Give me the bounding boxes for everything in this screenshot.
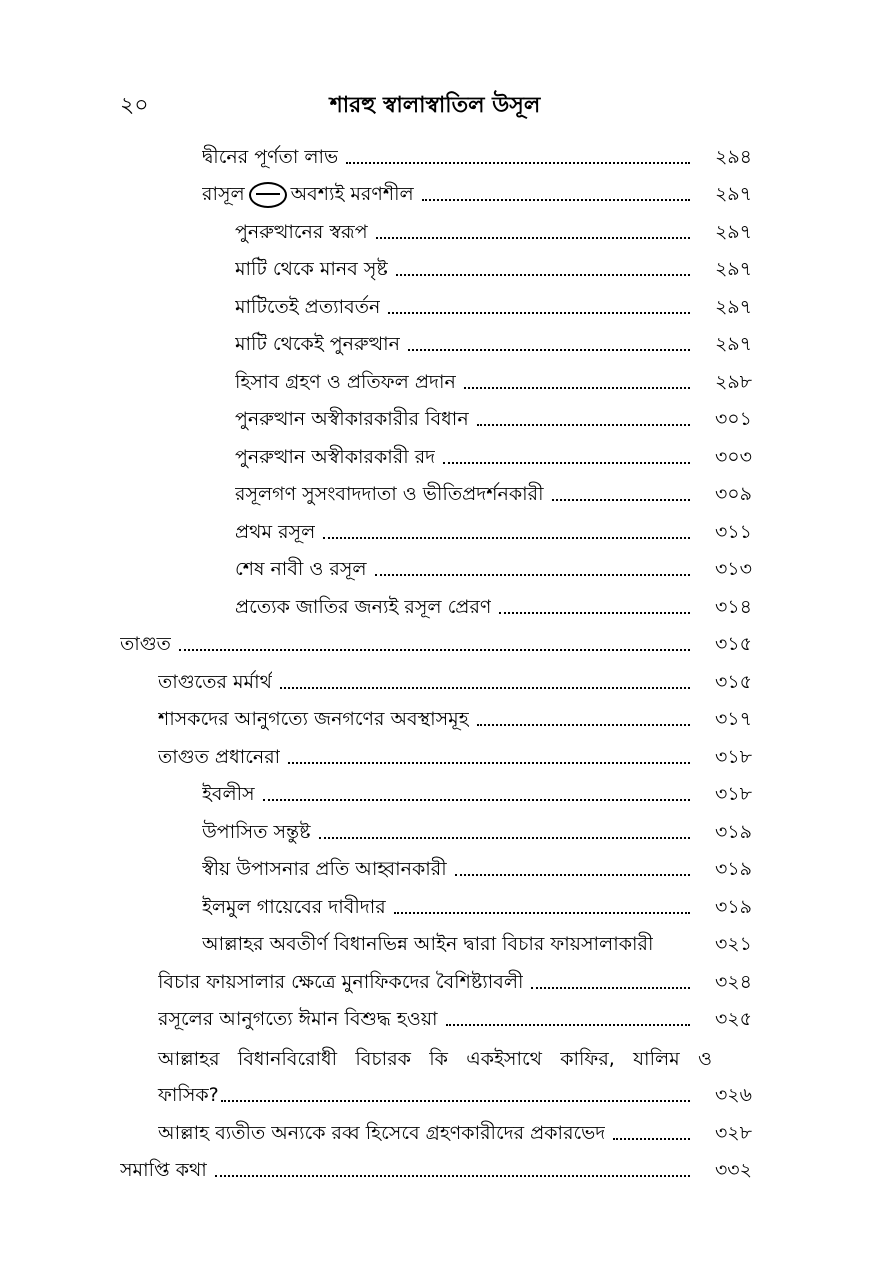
- toc-entry-multiline: [120, 1040, 752, 1116]
- toc-entry: [120, 515, 752, 553]
- toc-entry-title: প্রথম রসূল: [235, 520, 316, 543]
- toc-entry-page: ৩৩২: [714, 1159, 752, 1182]
- toc-entry: [120, 478, 752, 516]
- toc-entry: [120, 628, 752, 666]
- toc-entry: [120, 890, 752, 928]
- dot-leader: [375, 574, 690, 576]
- toc-entry-title: আল্লাহর অবতীর্ণ বিধানভিন্ন আইন দ্বারা বিচার ফায়সালাকারী: [202, 933, 654, 956]
- toc-entry: [120, 965, 752, 1003]
- toc-entry-title: তাগুত: [120, 633, 171, 656]
- dot-leader: [179, 649, 690, 651]
- toc-entry-title: ইলমুল গায়েবের দাবীদার: [202, 895, 386, 918]
- toc-entry: [120, 1154, 752, 1192]
- toc-entry-title: সমাপ্তি কথা: [120, 1159, 207, 1182]
- toc-entry-page: ৩১১: [714, 520, 752, 543]
- running-title: শারহু স্বালাস্বাতিল উসূল: [329, 93, 541, 118]
- toc-entry: [120, 253, 752, 291]
- toc-entry-page: ৩২৮: [714, 1121, 752, 1144]
- toc-entry-page: ৩১৯: [714, 895, 752, 918]
- dot-leader: [323, 537, 690, 539]
- dot-leader: [446, 1024, 690, 1026]
- toc-entry-page: ৩১৮: [714, 745, 752, 768]
- dot-leader: [477, 724, 690, 726]
- salutation-seal-icon: [249, 182, 287, 208]
- toc-entry-title: প্রত্যেক জাতির জন্যই রসূল প্রেরণ: [235, 595, 492, 618]
- toc-entry-title: মাটি থেকেই পুনরুত্থান: [235, 333, 400, 356]
- toc-entry-page: ৩১৯: [714, 858, 752, 881]
- dot-leader: [464, 387, 690, 389]
- toc-entry-title: রসূলগণ সুসংবাদদাতা ও ভীতিপ্রদর্শনকারী: [235, 483, 544, 506]
- toc-entry-title: হিসাব গ্রহণ ও প্রতিফল প্রদান: [235, 370, 456, 393]
- dot-leader: [499, 612, 690, 614]
- toc-entry: [120, 853, 752, 891]
- toc-entry-page: ৩২১: [714, 933, 752, 956]
- toc-entry-title: পুনরুত্থানের স্বরূপ: [235, 220, 368, 243]
- dot-leader: [477, 424, 690, 426]
- toc-entry-page: ৩২৫: [714, 1008, 752, 1031]
- toc-entry: [120, 553, 752, 591]
- dot-leader: [394, 912, 690, 914]
- toc-entry: [120, 403, 752, 441]
- toc-entry-title-line2: ফাসিক?: [158, 1084, 219, 1106]
- toc-entry-page: ৩০১: [714, 408, 752, 431]
- dot-leader: [221, 1100, 690, 1102]
- toc-entry-page: ৩২৪: [714, 970, 752, 993]
- dot-leader: [346, 162, 690, 164]
- toc-entry-page: ৩১৮: [714, 783, 752, 806]
- toc-entry: [120, 328, 752, 366]
- toc-entry: [120, 590, 752, 628]
- toc-entry-page: ৩১৭: [714, 708, 752, 731]
- toc-entry-title: তাগুতের মর্মার্থ: [158, 670, 272, 693]
- toc-entry-title: বিচার ফায়সালার ক্ষেত্রে মুনাফিকদের বৈশিষ্ট্যাবলী: [158, 970, 524, 993]
- toc-entry-page: ২৯৭: [714, 295, 752, 318]
- toc-entry: [120, 215, 752, 253]
- toc-entry-title: রসূলের আনুগত্যে ঈমান বিশুদ্ধ হওয়া: [158, 1008, 438, 1031]
- toc-entry-title: তাগুত প্রধানেরা: [158, 745, 281, 768]
- table-of-contents: [120, 140, 752, 1191]
- dot-leader: [422, 199, 690, 201]
- toc-entry: [120, 140, 752, 178]
- dot-leader: [613, 1138, 690, 1140]
- toc-entry-title: মাটিতেই প্রত্যাবর্তন: [235, 295, 381, 318]
- toc-entry-page: ৩০৯: [714, 483, 752, 506]
- toc-entry-page: ৩১৫: [714, 633, 752, 656]
- toc-entry-title-line2-row: [120, 1078, 752, 1116]
- toc-entry-title: উপাসিত সন্তুষ্ট: [202, 820, 311, 843]
- toc-entry-page: ৩১৫: [714, 670, 752, 693]
- page-header: [120, 88, 750, 128]
- dot-leader: [280, 687, 690, 689]
- toc-entry-page: ২৯৭: [714, 183, 752, 206]
- dot-leader: [215, 1175, 690, 1177]
- toc-entry-page: ৩২৬: [714, 1084, 752, 1106]
- dot-leader: [388, 312, 690, 314]
- toc-entry: [120, 290, 752, 328]
- toc-entry-page: ৩০৩: [714, 445, 752, 468]
- toc-entry: [120, 703, 752, 741]
- toc-entry-page: ৩১৩: [714, 558, 752, 581]
- toc-entry: [120, 1003, 752, 1041]
- toc-entry-title-part: রাসূল: [202, 183, 245, 206]
- toc-entry-title-part: অবশ্যই মরণশীল: [290, 183, 414, 206]
- toc-entry-title: আল্লাহ ব্যতীত অন্যকে রব্ব হিসেবে গ্রহণকারীদের প্রকারভেদ: [158, 1121, 606, 1144]
- toc-entry-page: ২৯৭: [714, 258, 752, 281]
- toc-entry-page: ২৯৪: [714, 145, 752, 168]
- dot-leader: [263, 799, 690, 801]
- toc-entry-title: শাসকদের আনুগত্যে জনগণের অবস্থাসমূহ: [158, 708, 469, 731]
- toc-entry-page: ৩১৯: [714, 820, 752, 843]
- dot-leader: [455, 874, 690, 876]
- toc-entry: [120, 778, 752, 816]
- toc-entry-title: ইবলীস: [202, 783, 255, 806]
- toc-entry-title: [202, 180, 414, 212]
- toc-entry-title: মাটি থেকে মানব সৃষ্ট: [235, 258, 388, 281]
- toc-entry-title: পুনরুত্থান অস্বীকারকারী রদ: [235, 445, 436, 468]
- toc-entry-title: পুনরুত্থান অস্বীকারকারীর বিধান: [235, 408, 469, 431]
- toc-entry-title: স্বীয় উপাসনার প্রতি আহ্বানকারী: [202, 858, 447, 881]
- toc-entry-page: ২৯৮: [714, 370, 752, 393]
- toc-entry-title-line1: আল্লাহর বিধানবিরোধী বিচারক কি একইসাথে কাফির, যালিম ও: [158, 1048, 712, 1070]
- dot-leader: [288, 762, 690, 764]
- dot-leader: [443, 462, 690, 464]
- toc-entry: [120, 665, 752, 703]
- dot-leader: [319, 837, 690, 839]
- toc-entry: [120, 178, 752, 216]
- dot-leader: [552, 499, 690, 501]
- page-number: ২০: [120, 93, 149, 118]
- toc-entry-page: ৩১৪: [714, 595, 752, 618]
- toc-entry: [120, 365, 752, 403]
- toc-entry: [120, 440, 752, 478]
- toc-entry-page: ২৯৭: [714, 220, 752, 243]
- toc-entry: [120, 928, 752, 966]
- dot-leader: [376, 237, 690, 239]
- dot-leader: [531, 987, 690, 989]
- toc-entry: [120, 1116, 752, 1154]
- toc-entry-title: দ্বীনের পূর্ণতা লাভ: [202, 145, 339, 168]
- toc-entry-page: ২৯৭: [714, 333, 752, 356]
- dot-leader: [408, 349, 690, 351]
- toc-entry: [120, 815, 752, 853]
- toc-entry-title: শেষ নাবী ও রসূল: [235, 558, 367, 581]
- toc-entry: [120, 740, 752, 778]
- dot-leader: [396, 274, 690, 276]
